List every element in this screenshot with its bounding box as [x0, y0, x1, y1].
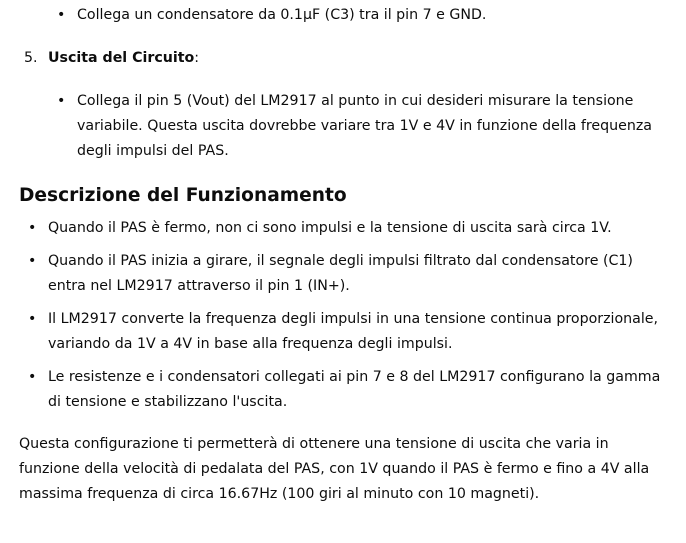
ordered-item-title: Uscita del Circuito	[48, 50, 195, 66]
section-heading: Descrizione del Funzionamento	[19, 185, 347, 206]
section-bullet-list	[19, 216, 667, 415]
list-item: • Le resistenze e i condensatori collegati ai pin 7 e 8 del LM2917 configurano la gamma di tensione e stabilizzano l'uscita.	[19, 365, 667, 415]
ordered-item-suffix: :	[194, 50, 200, 66]
ordered-sub-list	[57, 89, 667, 164]
list-item: • Collega un condensatore da 0.1µF (C3) tra il pin 7 e GND.	[57, 3, 667, 28]
list-item: • Quando il PAS inizia a girare, il segnale degli impulsi filtrato dal condensatore (C1) entra nel LM2917 attraverso il pin 1 (IN+).	[19, 249, 667, 299]
closing-paragraph: Questa configurazione ti permetterà di ottenere una tensione di uscita che varia in funzione della velocità di pedalata del PAS, con 1V quando il PAS è fermo e fino a 4V alla massima frequenza di circa 16.67Hz (100 giri al minuto con 10 magneti).	[19, 436, 650, 502]
top-sub-list	[57, 3, 667, 28]
list-item: • Quando il PAS è fermo, non ci sono impulsi e la tensione di uscita sarà circa 1V.	[19, 216, 667, 241]
ordered-item-number: 5.	[24, 50, 38, 66]
list-item: • Il LM2917 converte la frequenza degli impulsi in una tensione continua proporzionale, variando da 1V a 4V in base alla frequenza degli impulsi.	[19, 307, 667, 357]
ordered-item-circuit-output	[19, 46, 667, 71]
document-body	[19, 3, 667, 507]
list-item: • Collega il pin 5 (Vout) del LM2917 al punto in cui desideri misurare la tensione variabile. Questa uscita dovrebbe variare tra 1V e 4V in funzione della frequenza degli impulsi del PAS.	[57, 89, 667, 164]
